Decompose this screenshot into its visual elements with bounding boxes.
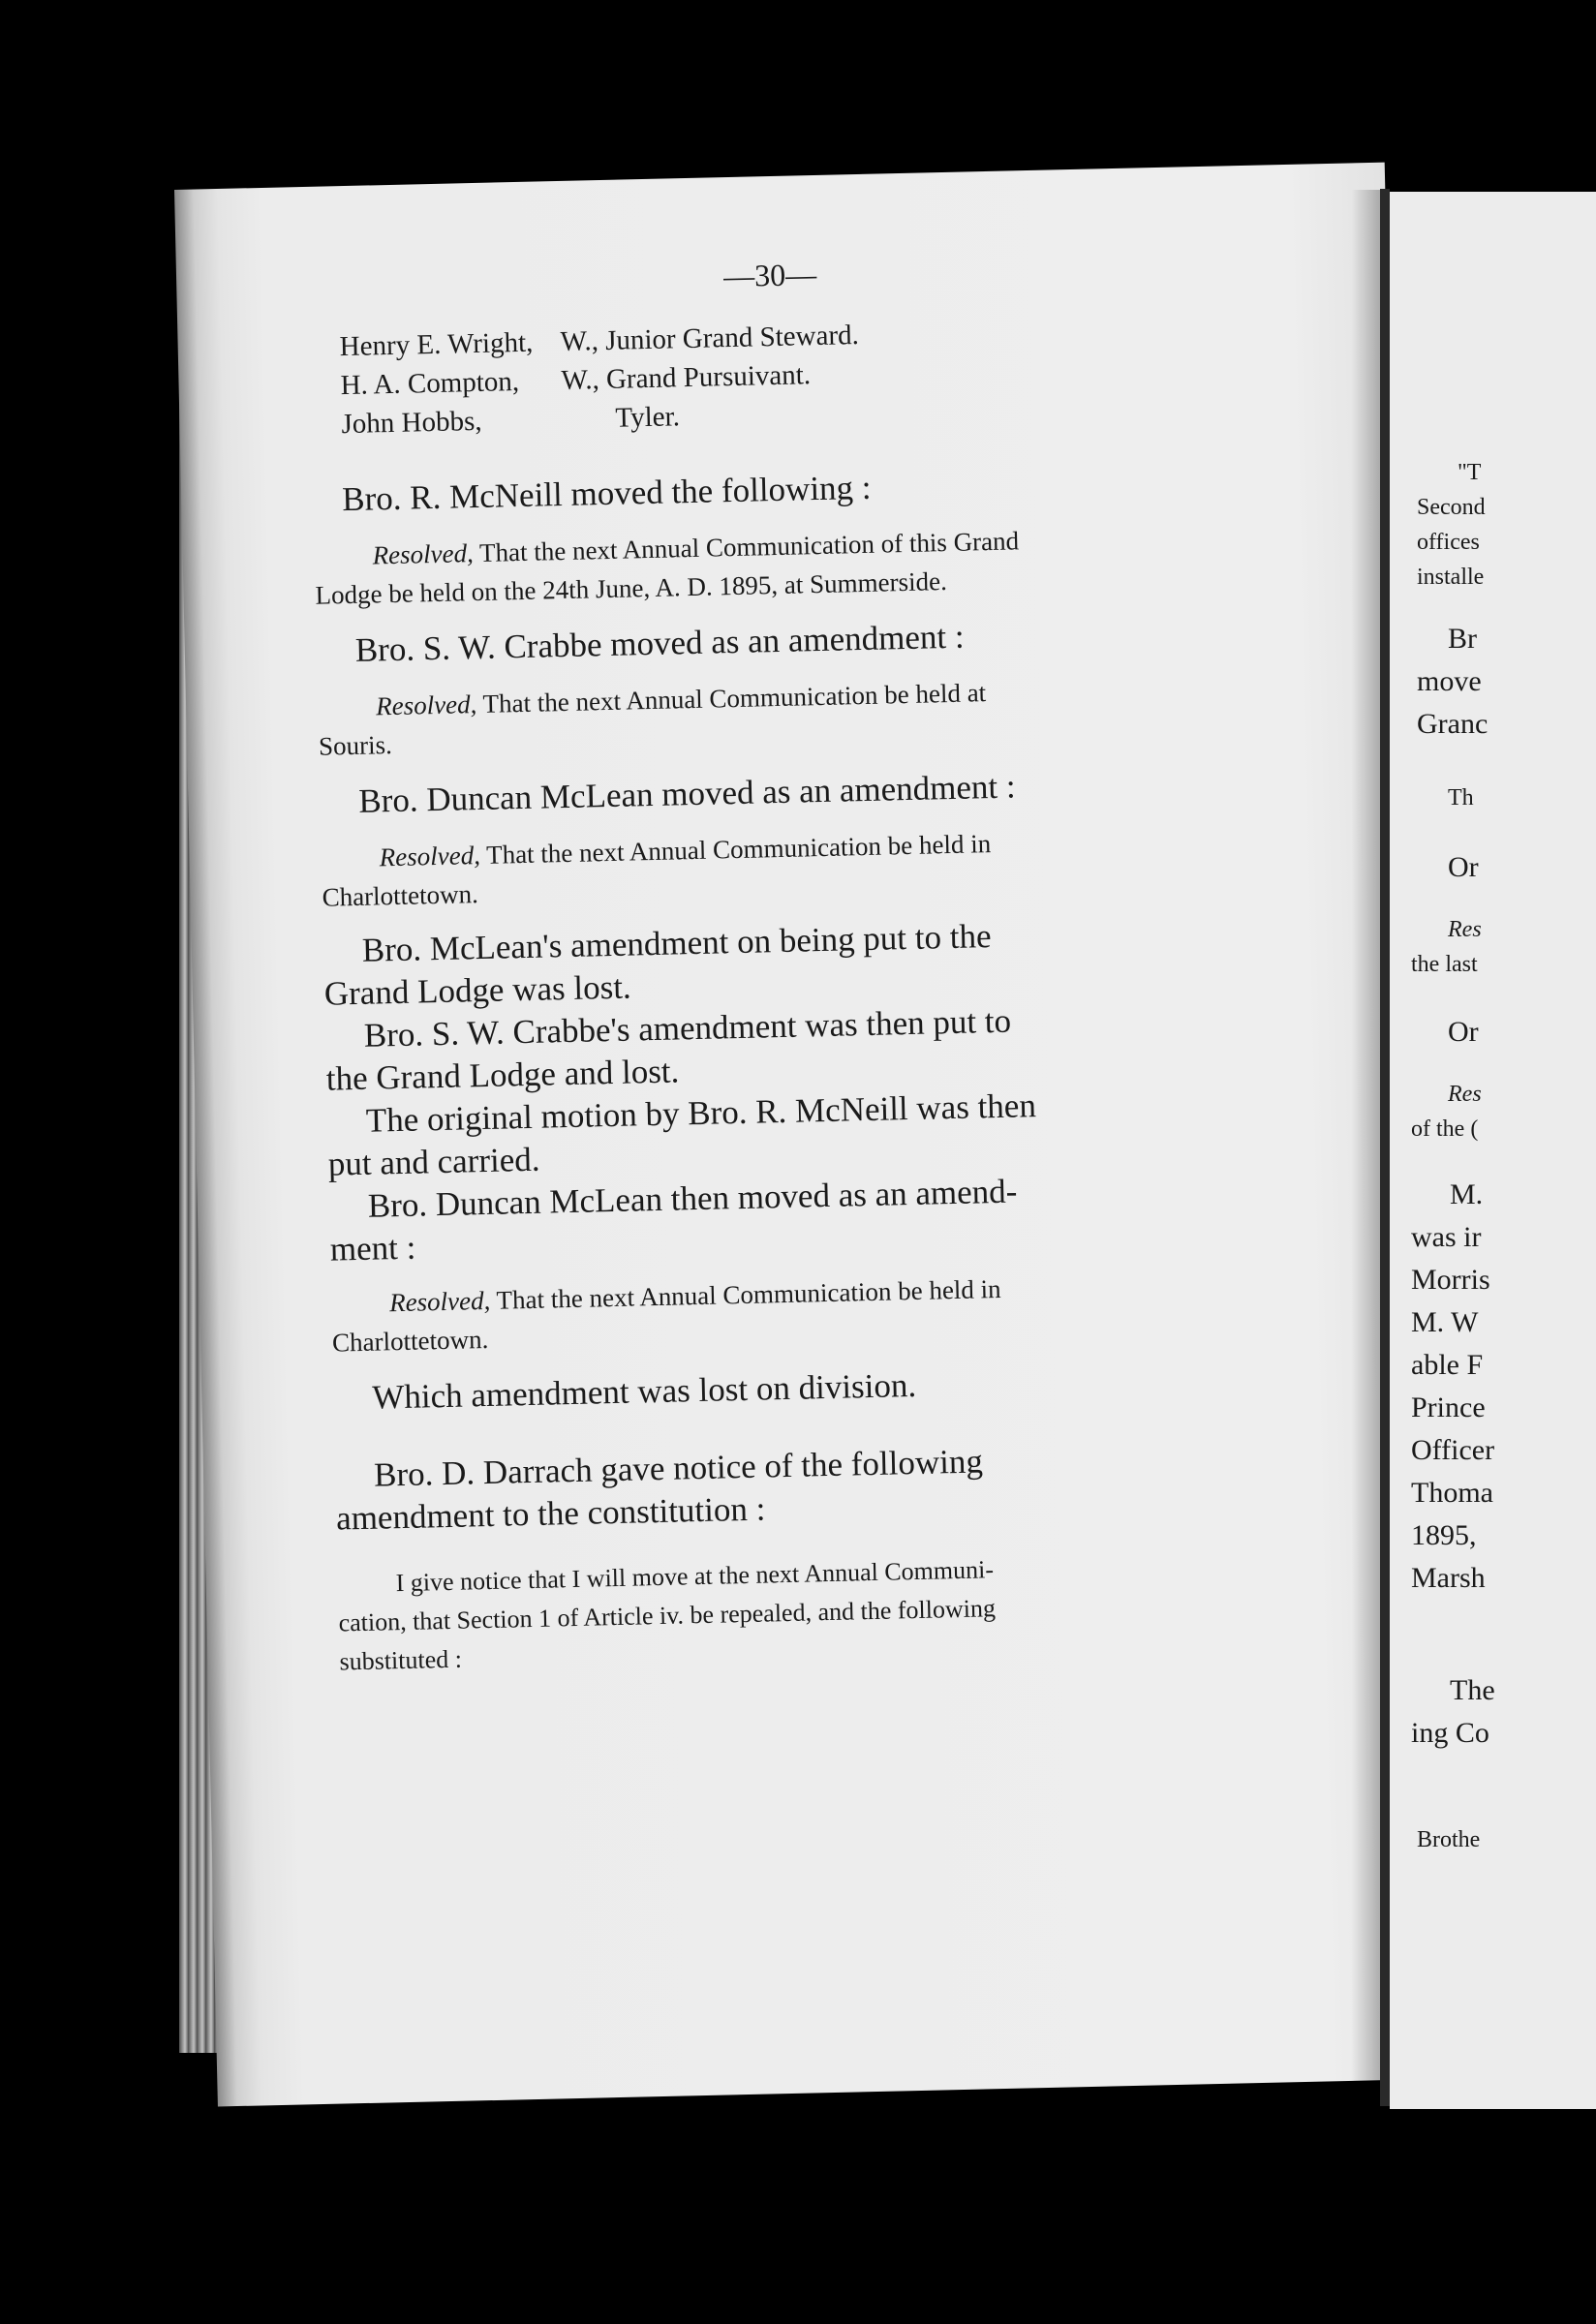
paragraph-continued: ment : bbox=[329, 1228, 416, 1269]
resolved-label: Resolved, bbox=[388, 1285, 491, 1318]
officer-office: W., Junior Grand Steward. bbox=[560, 320, 860, 357]
facing-page-fragment: Morris bbox=[1411, 1264, 1490, 1296]
paragraph: Which amendment was lost on division. bbox=[371, 1365, 917, 1417]
paragraph: Bro. Duncan McLean moved as an amendment : bbox=[357, 767, 1017, 820]
notice-text: substituted : bbox=[339, 1644, 463, 1676]
book-page bbox=[174, 163, 1428, 2107]
officer-name: Henry E. Wright, bbox=[339, 326, 534, 363]
book-spine bbox=[1380, 189, 1390, 2106]
facing-page-fragment: Br bbox=[1448, 623, 1477, 655]
resolution bbox=[376, 673, 987, 725]
facing-page-fragment: M. bbox=[1450, 1178, 1484, 1210]
facing-page-fragment: offices bbox=[1417, 530, 1480, 555]
resolution-text: That the next Annual Communication be held in bbox=[496, 1273, 1001, 1315]
officer-name: H. A. Compton, bbox=[340, 365, 520, 402]
officer-name: John Hobbs, bbox=[341, 405, 482, 441]
officer-office: W., Grand Pursuivant. bbox=[561, 359, 812, 396]
resolution-continued: Lodge be held on the 24th June, A. D. 1895, at Summerside. bbox=[315, 566, 948, 610]
paragraph-continued: the Grand Lodge and lost. bbox=[325, 1052, 680, 1098]
notice-text: cation, that Section 1 of Article iv. be repealed, and the following bbox=[338, 1594, 997, 1637]
resolution-text: That the next Annual Communication be held at bbox=[482, 678, 987, 719]
paragraph: Bro. D. Darrach gave notice of the following bbox=[373, 1442, 984, 1494]
officer-office: Tyler. bbox=[615, 401, 681, 434]
facing-page-fragment: Or bbox=[1448, 1016, 1479, 1048]
resolved-label: Resolved, bbox=[372, 538, 475, 570]
facing-page-fragment: Second bbox=[1417, 495, 1486, 520]
paragraph: The original motion by Bro. R. McNeill was then bbox=[365, 1086, 1037, 1140]
page-content bbox=[174, 163, 1428, 2107]
facing-page-fragment: Officer bbox=[1411, 1434, 1495, 1466]
facing-page-fragment: Brothe bbox=[1417, 1827, 1481, 1852]
resolution bbox=[389, 1269, 1001, 1322]
facing-page-fragment: of the ( bbox=[1411, 1116, 1479, 1142]
facing-page-fragment: Res bbox=[1448, 917, 1482, 942]
paragraph: Bro. McLean's amendment on being put to the bbox=[361, 917, 992, 969]
resolution-continued: Charlottetown. bbox=[331, 1324, 489, 1358]
resolved-label: Resolved, bbox=[379, 841, 481, 872]
paragraph: Bro. Duncan McLean then moved as an amend- bbox=[367, 1172, 1018, 1225]
facing-page-fragment: Granc bbox=[1417, 708, 1489, 740]
facing-page-fragment: M. W bbox=[1411, 1306, 1479, 1338]
facing-page-fragment: move bbox=[1417, 665, 1482, 697]
facing-page-fragment: Th bbox=[1448, 785, 1474, 810]
facing-page-fragment: The bbox=[1450, 1674, 1495, 1706]
paragraph: Bro. S. W. Crabbe's amendment was then put to bbox=[363, 1001, 1012, 1055]
resolution-text: That the next Annual Communication of this Grand bbox=[478, 526, 1020, 567]
facing-page bbox=[1390, 192, 1596, 2109]
paragraph-continued: put and carried. bbox=[327, 1140, 540, 1183]
facing-page-fragment: able F bbox=[1411, 1349, 1484, 1381]
facing-page-fragment: ing Co bbox=[1411, 1717, 1489, 1749]
facing-page-fragment: installe bbox=[1417, 565, 1485, 590]
facing-page-fragment: Marsh bbox=[1411, 1562, 1486, 1594]
facing-page-fragment: Thoma bbox=[1411, 1477, 1493, 1509]
facing-page-fragment: Prince bbox=[1411, 1391, 1486, 1423]
facing-page-fragment: 1895, bbox=[1411, 1519, 1477, 1551]
paragraph: Bro. R. McNeill moved the following : bbox=[341, 468, 872, 519]
paragraph: Bro. S. W. Crabbe moved as an amendment : bbox=[354, 617, 966, 669]
facing-page-fragment: Or bbox=[1448, 851, 1479, 883]
gutter-shadow bbox=[1351, 190, 1380, 2107]
resolution-text: That the next Annual Communication be held in bbox=[485, 829, 992, 870]
facing-page-fragment: the last bbox=[1411, 952, 1478, 977]
page-number: —30— bbox=[722, 256, 817, 294]
facing-page-fragment: was ir bbox=[1411, 1221, 1482, 1253]
notice-text: I give notice that I will move at the next Annual Communi- bbox=[395, 1555, 995, 1598]
resolution-continued: Charlottetown. bbox=[322, 879, 479, 912]
resolution-continued: Souris. bbox=[318, 730, 393, 761]
paragraph-continued: amendment to the constitution : bbox=[335, 1489, 766, 1538]
resolved-label: Resolved, bbox=[375, 689, 477, 721]
resolution bbox=[379, 824, 991, 876]
paragraph-continued: Grand Lodge was lost. bbox=[323, 967, 632, 1013]
facing-page-fragment: "T bbox=[1458, 460, 1482, 485]
facing-page-fragment: Res bbox=[1448, 1082, 1482, 1107]
